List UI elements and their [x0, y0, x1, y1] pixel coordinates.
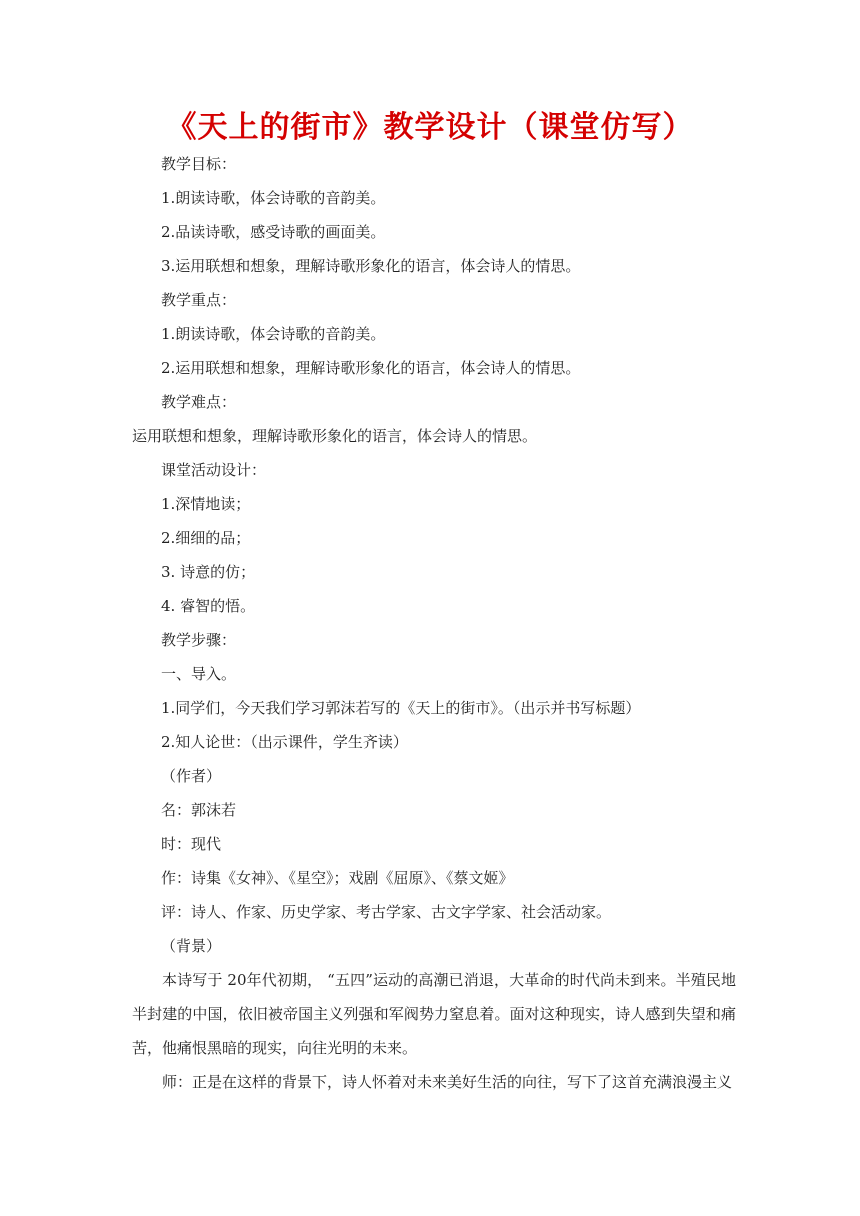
author-era: 时：现代 — [161, 835, 222, 853]
author-heading: （作者） — [161, 767, 222, 785]
section-heading-key-points: 教学重点： — [161, 291, 237, 309]
activity-item-2: 2.细细的品； — [161, 529, 251, 547]
step-item-2: 2.知人论世：（出示课件，学生齐读） — [161, 733, 408, 751]
activity-item-3: 3. 诗意的仿； — [161, 563, 256, 581]
objective-item-2: 2.品读诗歌，感受诗歌的画面美。 — [161, 223, 386, 241]
background-paragraph: 本诗写于 20年代初期， “五四”运动的高潮已消退，大革命的时代尚未到来。半殖民地半封建的中国，依旧被帝国主义列强和军阀势力窒息着。面对这种现实，诗人感到失望和痛苦，他痛恨黑暗的现实，向往光明的未来。 — [132, 971, 736, 1057]
objective-item-3: 3.运用联想和想象，理解诗歌形象化的语言，体会诗人的情思。 — [161, 257, 581, 275]
document-title: 《天上的街市》教学设计（课堂仿写） — [166, 110, 694, 145]
objective-item-1: 1.朗读诗歌，体会诗歌的音韵美。 — [161, 189, 386, 207]
section-heading-difficulties: 教学难点： — [161, 393, 237, 411]
step-heading-intro: 一、导入。 — [161, 665, 237, 683]
activity-item-1: 1.深情地读； — [161, 495, 251, 513]
author-name: 名：郭沫若 — [161, 801, 237, 819]
section-heading-activities: 课堂活动设计： — [161, 461, 267, 479]
key-point-item-1: 1.朗读诗歌，体会诗歌的音韵美。 — [161, 325, 386, 343]
step-item-1: 1.同学们，今天我们学习郭沫若写的《天上的街市》。（出示并书写标题） — [161, 699, 641, 717]
key-point-item-2: 2.运用联想和想象，理解诗歌形象化的语言，体会诗人的情思。 — [161, 359, 581, 377]
section-heading-steps: 教学步骤： — [161, 631, 237, 649]
teacher-paragraph: 师：正是在这样的背景下，诗人怀着对未来美好生活的向往，写下了这首充满浪漫主义 — [162, 1073, 733, 1091]
background-heading: （背景） — [161, 937, 222, 955]
author-works: 作：诗集《女神》、《星空》；戏剧《屈原》、《蔡文姬》 — [161, 869, 514, 887]
activity-item-4: 4. 睿智的悟。 — [161, 597, 256, 615]
author-evaluation: 评：诗人、作家、历史学家、考古学家、古文字学家、社会活动家。 — [161, 903, 612, 921]
difficulty-text: 运用联想和想象，理解诗歌形象化的语言，体会诗人的情思。 — [132, 427, 538, 445]
section-heading-objectives: 教学目标： — [161, 155, 237, 173]
